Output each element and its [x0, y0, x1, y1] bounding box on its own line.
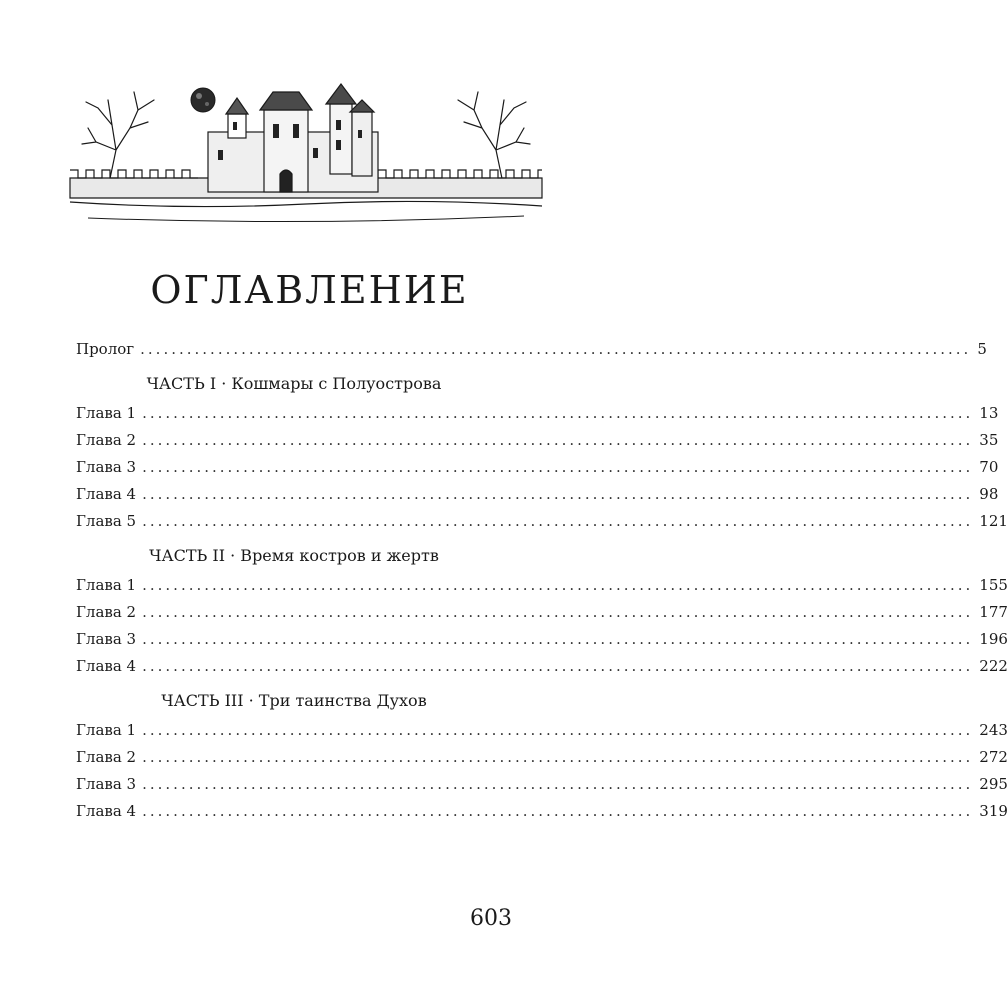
toc-entry[interactable]	[76, 657, 1008, 684]
leader-dots: ...........................................................................................................	[142, 603, 974, 621]
toc-entry-label: Глава 1	[76, 404, 137, 422]
toc-entry-prologue[interactable]	[76, 340, 987, 367]
toc-entry-page: 196	[979, 630, 1008, 648]
leader-dots: ...........................................................................................................	[142, 404, 974, 422]
toc-entry-label: Глава 4	[76, 657, 137, 675]
toc-entry-label: Глава 3	[76, 458, 137, 476]
toc-entry-page: 295	[979, 775, 1008, 793]
toc-entry-page: 70	[979, 458, 999, 476]
toc-entry-page: 5	[977, 340, 987, 358]
toc-entry-page: 13	[979, 404, 999, 422]
toc-entry[interactable]	[76, 576, 1008, 603]
toc-entry-page: 177	[979, 603, 1008, 621]
toc-entry-page: 222	[979, 657, 1008, 675]
toc-entry[interactable]	[76, 630, 1008, 657]
toc-entry-label: Глава 4	[76, 485, 137, 503]
toc-entry-page: 35	[979, 431, 999, 449]
leader-dots: ...........................................................................................................	[142, 721, 974, 739]
leader-dots: ...........................................................................................................	[142, 657, 974, 675]
leader-dots: ...........................................................................................................	[142, 802, 974, 820]
toc-entry-page: 243	[979, 721, 1008, 739]
toc-entry-label: Глава 3	[76, 630, 137, 648]
part-3-heading: ЧАСТЬ III · Три таинства Духов	[161, 691, 427, 710]
toc-entry-page: 155	[979, 576, 1008, 594]
page-title: ОГЛАВЛЕНИЕ	[150, 268, 469, 312]
toc-entry-page: 319	[979, 802, 1008, 820]
leader-dots: ...........................................................................................................	[142, 458, 974, 476]
part-2-heading: ЧАСТЬ II · Время костров и жертв	[149, 546, 439, 565]
toc-entry-label: Глава 4	[76, 802, 137, 820]
toc-entry[interactable]	[76, 431, 999, 458]
toc-entry[interactable]	[76, 748, 1008, 775]
toc-entry-page: 272	[979, 748, 1008, 766]
toc-entry-label: Пролог	[76, 340, 135, 358]
leader-dots: ...........................................................................................................	[142, 485, 974, 503]
leader-dots: ...........................................................................................................	[142, 576, 974, 594]
toc-entry-label: Глава 2	[76, 748, 137, 766]
toc-entry[interactable]	[76, 512, 1008, 539]
toc-entry-label: Глава 5	[76, 512, 137, 530]
toc-entry[interactable]	[76, 775, 1008, 802]
leader-dots: ...........................................................................................................	[142, 431, 974, 449]
toc-entry-label: Глава 1	[76, 721, 137, 739]
toc-entry[interactable]	[76, 721, 1008, 748]
part-1-heading: ЧАСТЬ I · Кошмары с Полуострова	[146, 374, 442, 393]
leader-dots: ...........................................................................................................	[142, 775, 974, 793]
toc-entry-label: Глава 2	[76, 603, 137, 621]
toc-entry[interactable]	[76, 485, 999, 512]
toc-entry-page: 98	[979, 485, 999, 503]
toc-entry[interactable]	[76, 802, 1008, 829]
toc-entry-label: Глава 2	[76, 431, 137, 449]
leader-dots: ...........................................................................................................	[142, 512, 974, 530]
toc-entry[interactable]	[76, 404, 999, 431]
toc-entry[interactable]	[76, 603, 1008, 630]
page-number: 603	[470, 906, 512, 931]
leader-dots: ...........................................................................................................	[142, 748, 974, 766]
toc-entry-label: Глава 1	[76, 576, 137, 594]
table-of-contents	[76, 340, 1008, 829]
leader-dots: ...........................................................................................................	[140, 340, 972, 358]
toc-entry-label: Глава 3	[76, 775, 137, 793]
leader-dots: ...........................................................................................................	[142, 630, 974, 648]
toc-entry-page: 121	[979, 512, 1008, 530]
toc-entry[interactable]	[76, 458, 999, 485]
castle-illustration-icon	[68, 70, 544, 240]
